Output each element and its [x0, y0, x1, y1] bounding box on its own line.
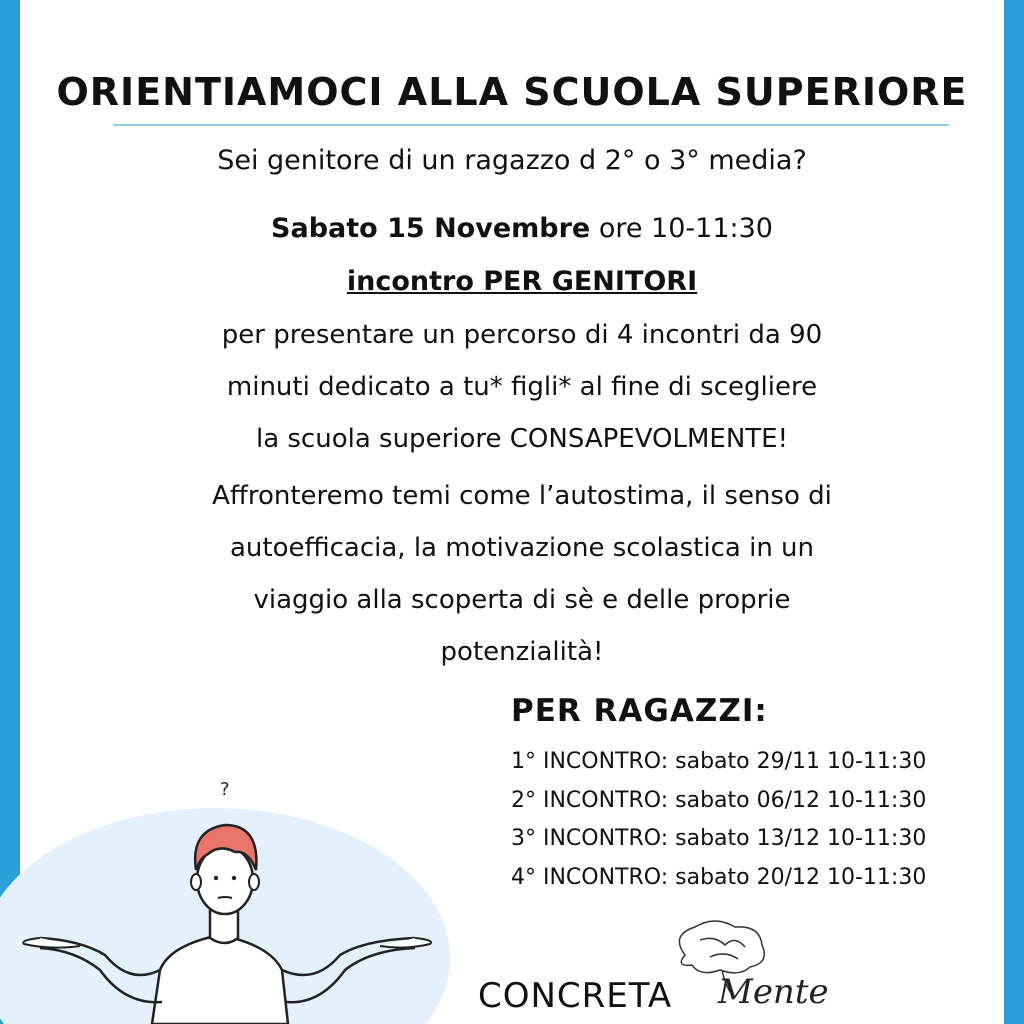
themes-line: autoefficacia, la motivazione scolastica in un	[229, 533, 815, 563]
logo-text: CONCRETA	[478, 976, 673, 1016]
question-mark: ?	[220, 779, 230, 800]
description-paragraph	[20, 309, 1024, 465]
session-item: 1° INCONTRO: sabato 29/11 10-11:30	[511, 749, 927, 774]
themes-paragraph	[20, 470, 1024, 678]
event-audience: incontro PER GENITORI	[346, 266, 698, 297]
session-item: 4° INCONTRO: sabato 20/12 10-11:30	[511, 864, 927, 890]
poster-title: ORIENTIAMOCI ALLA SCUOLA SUPERIORE	[56, 70, 968, 114]
ragazzi-heading: PER RAGAZZI:	[511, 693, 768, 729]
session-item: 3° INCONTRO: sabato 13/12 10-11:30	[511, 826, 927, 851]
title-divider	[113, 124, 949, 126]
left-border	[0, 0, 20, 1024]
themes-line: viaggio alla scoperta di sè e delle proprie	[253, 585, 791, 615]
sessions-list	[511, 743, 926, 897]
subtitle: Sei genitore di un ragazzo d 2° o 3° media?	[217, 145, 807, 176]
logo-script: Mente	[718, 972, 829, 1012]
themes-line: Affronteremo temi come l’autostima, il senso di	[212, 481, 832, 511]
description-line: per presentare un percorso di 4 incontri da 90	[221, 320, 823, 350]
session-item: 2° INCONTRO: sabato 06/12 10-11:30	[511, 787, 927, 813]
event-date: Sabato 15 Novembre	[271, 213, 591, 244]
shrugging-person-icon	[20, 770, 440, 1024]
description-line: minuti dedicato a tu* figli* al fine di scegliere	[226, 372, 818, 402]
themes-line: potenzialità!	[440, 637, 604, 667]
event-time: ore 10-11:30	[590, 213, 773, 244]
description-line: la scuola superiore CONSAPEVOLMENTE!	[255, 424, 789, 454]
event-date-line	[20, 213, 1024, 244]
